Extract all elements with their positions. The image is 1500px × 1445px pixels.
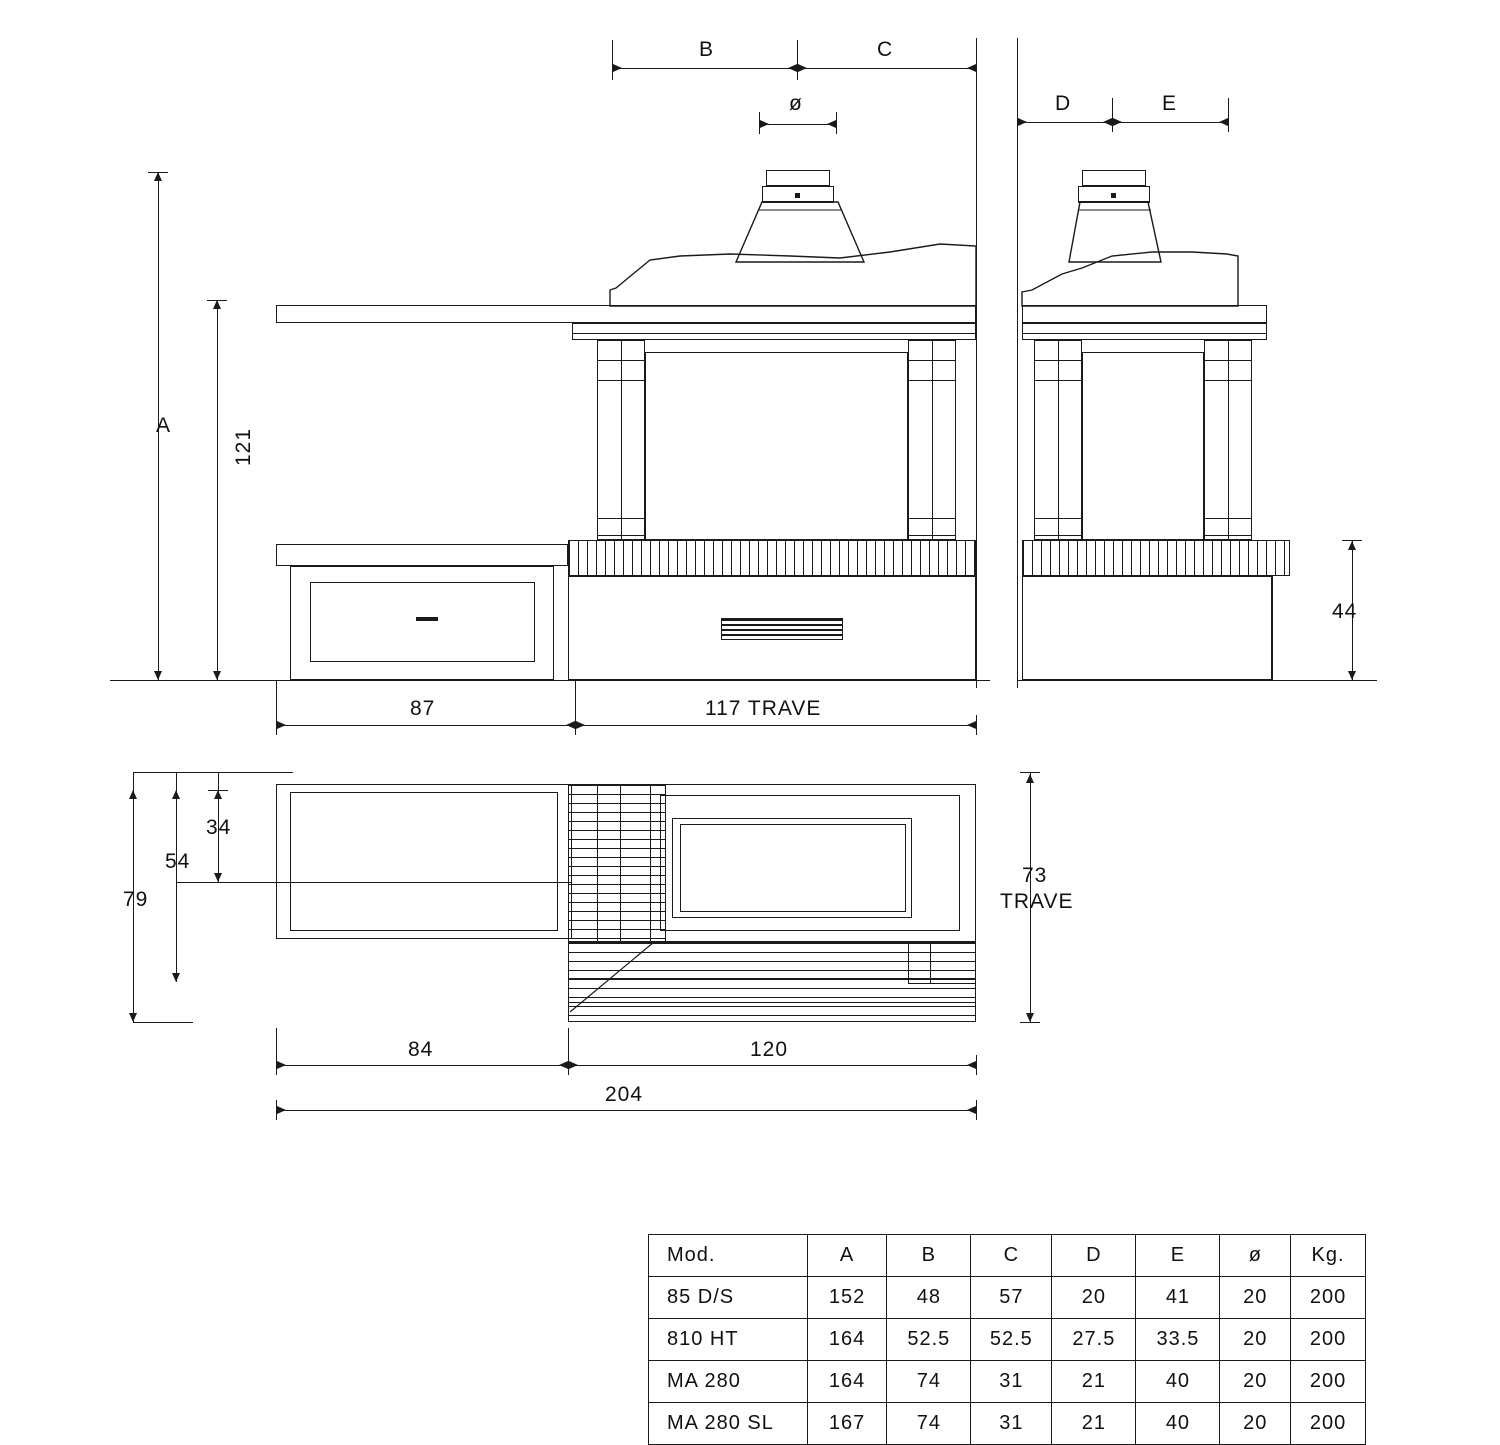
hearth-hatch-front — [569, 541, 975, 575]
tick-117-right — [976, 715, 977, 735]
tick-87-left — [276, 715, 277, 735]
hood-taper-side — [1068, 202, 1162, 264]
plan-hatch-div2 — [620, 784, 621, 942]
tick-204-right — [976, 1100, 977, 1120]
spec-cell-a: 152 — [807, 1277, 887, 1319]
spec-header-a: A — [807, 1235, 887, 1277]
spec-cell-a: 164 — [807, 1361, 887, 1403]
arrow-120-left — [569, 1061, 578, 1069]
tick-a-cap — [148, 172, 168, 173]
spec-cell-e: 33.5 — [1136, 1319, 1220, 1361]
arrow-73-top — [1026, 774, 1034, 783]
column-left-side-cap1 — [1034, 360, 1082, 361]
tick-120-right — [976, 1055, 977, 1075]
column-right-side-inner — [1228, 340, 1229, 540]
dim-label-73: 73 — [1022, 864, 1048, 887]
arrow-44-top — [1348, 541, 1356, 550]
flue-collar-front — [766, 170, 830, 186]
tick-204-left — [276, 1100, 277, 1120]
plan-guide-top — [133, 772, 293, 773]
mantel-shelf-under — [572, 323, 976, 340]
firebox-opening-front — [645, 352, 908, 540]
spec-cell-kg: 200 — [1291, 1361, 1366, 1403]
spec-cell-diameter: 20 — [1220, 1319, 1291, 1361]
dim-label-204: 204 — [605, 1083, 644, 1106]
dim-label-87: 87 — [410, 697, 436, 720]
arrow-120-right — [967, 1061, 976, 1069]
spec-cell-kg: 200 — [1291, 1319, 1366, 1361]
dim-label-d: D — [1055, 92, 1072, 115]
arrow-e-left — [1113, 118, 1122, 126]
dim-label-54: 54 — [165, 850, 191, 873]
dim-label-84: 84 — [408, 1038, 434, 1061]
dim-line-117 — [575, 725, 976, 726]
hearth-hatch-side — [1023, 541, 1289, 575]
spec-cell-diameter: 20 — [1220, 1277, 1291, 1319]
arrow-34-bottom — [214, 873, 222, 882]
base-edge-side — [1272, 576, 1273, 680]
spec-header-e: E — [1136, 1235, 1220, 1277]
ground-line-front — [110, 680, 990, 681]
drawer-handle-front — [416, 617, 438, 621]
spec-cell-mod: MA 280 SL — [649, 1403, 808, 1445]
arrow-87-left — [277, 721, 286, 729]
bench-top-front — [276, 544, 568, 566]
dim-label-120: 120 — [750, 1038, 789, 1061]
spec-cell-d: 20 — [1052, 1277, 1136, 1319]
arrow-b-right — [788, 64, 797, 72]
column-right-side-cap2 — [1204, 380, 1252, 381]
spec-cell-d: 21 — [1052, 1361, 1136, 1403]
dim-label-73-trave: TRAVE — [1000, 890, 1074, 913]
plan-hatch-div1 — [597, 784, 598, 942]
column-left-side-cap2 — [1034, 380, 1082, 381]
spec-cell-b: 74 — [887, 1403, 971, 1445]
dim-line-dia — [759, 124, 836, 125]
arrow-204-right — [967, 1106, 976, 1114]
dim-label-121: 121 — [232, 427, 255, 466]
column-right-side-base2 — [1204, 535, 1252, 536]
tick-c-right — [976, 58, 977, 78]
table-row — [649, 1361, 1366, 1403]
dim-label-diameter: ø — [789, 92, 803, 115]
arrow-54-bottom — [172, 973, 180, 982]
arrow-a-bottom — [154, 671, 162, 680]
flue-dot-front — [795, 193, 800, 198]
arrow-73-bottom — [1026, 1013, 1034, 1022]
tick-e-right — [1228, 112, 1229, 132]
spec-header-c: C — [971, 1235, 1052, 1277]
column-right-inner — [932, 340, 933, 540]
arrow-c-right — [967, 64, 976, 72]
tick-44-bottom — [1342, 680, 1362, 681]
mantel-shelf-side-line — [1022, 333, 1267, 334]
spec-cell-a: 164 — [807, 1319, 887, 1361]
plan-right-notch-edge — [930, 942, 931, 984]
flue-dot-side — [1111, 193, 1116, 198]
arrow-a-top — [154, 172, 162, 181]
dim-line-204 — [276, 1110, 976, 1111]
spec-cell-diameter: 20 — [1220, 1403, 1291, 1445]
column-left-inner — [621, 340, 622, 540]
flue-collar-side — [1082, 170, 1146, 186]
spec-cell-mod: 85 D/S — [649, 1277, 808, 1319]
spec-cell-d: 21 — [1052, 1403, 1136, 1445]
table-row — [649, 1403, 1366, 1445]
vent-grille-front — [721, 618, 843, 640]
spec-cell-b: 48 — [887, 1277, 971, 1319]
arrow-d-left — [1018, 118, 1027, 126]
arrow-84-left — [277, 1061, 286, 1069]
spec-cell-mod: MA 280 — [649, 1361, 808, 1403]
dim-label-34: 34 — [206, 816, 232, 839]
drawer-front — [310, 582, 535, 662]
dim-label-44: 44 — [1332, 600, 1358, 623]
spec-cell-e: 40 — [1136, 1361, 1220, 1403]
spec-cell-mod: 810 HT — [649, 1319, 808, 1361]
dim-label-117-trave: 117 TRAVE — [705, 697, 822, 720]
plan-bench-split — [200, 882, 572, 883]
mantel-shelf-side-under — [1022, 323, 1267, 340]
tick-84-left — [276, 1055, 277, 1075]
column-left-side-inner — [1058, 340, 1059, 540]
arrow-79-top — [129, 790, 137, 799]
spec-cell-d: 27.5 — [1052, 1319, 1136, 1361]
hood-taper-front — [735, 202, 865, 264]
plan-chamfer-line — [568, 942, 668, 1022]
dim-line-120 — [568, 1065, 976, 1066]
arrow-44-bottom — [1348, 671, 1356, 680]
firebox-opening-side — [1082, 352, 1204, 540]
arrow-117-right — [967, 721, 976, 729]
tick-121-cap — [207, 300, 227, 301]
table-row — [649, 1319, 1366, 1361]
arrow-dia-right — [827, 120, 836, 128]
spec-cell-diameter: 20 — [1220, 1361, 1291, 1403]
column-right-side-cap1 — [1204, 360, 1252, 361]
dim-line-de — [1017, 122, 1228, 123]
dim-label-c: C — [877, 38, 894, 61]
ext-line-dia-right — [836, 112, 837, 134]
dim-label-79: 79 — [123, 888, 149, 911]
arrow-d-right — [1103, 118, 1112, 126]
arrow-34-top — [214, 790, 222, 799]
arrow-121-bottom — [213, 671, 221, 680]
spec-cell-e: 40 — [1136, 1403, 1220, 1445]
column-left-side-base2 — [1034, 535, 1082, 536]
spec-cell-b: 74 — [887, 1361, 971, 1403]
spec-table-header-row — [649, 1235, 1366, 1277]
ground-line-side — [1017, 680, 1377, 681]
arrow-87-right — [566, 721, 575, 729]
arrow-79-bottom — [129, 1013, 137, 1022]
spec-cell-c: 31 — [971, 1361, 1052, 1403]
arrow-b-left — [613, 64, 622, 72]
dim-label-a: A — [156, 414, 172, 437]
ext-line-side-left — [1017, 38, 1018, 688]
column-right-side-base1 — [1204, 518, 1252, 519]
spec-cell-kg: 200 — [1291, 1277, 1366, 1319]
plan-guide-bot — [133, 1022, 193, 1023]
arrow-117-left — [576, 721, 585, 729]
spec-cell-e: 41 — [1136, 1277, 1220, 1319]
spec-cell-a: 167 — [807, 1403, 887, 1445]
ext-line-front-right — [976, 38, 977, 688]
spec-cell-c: 57 — [971, 1277, 1052, 1319]
spec-table — [648, 1234, 1366, 1445]
dim-line-84 — [276, 1065, 568, 1066]
mantel-shelf-line — [572, 333, 976, 334]
spec-header-diameter: ø — [1220, 1235, 1291, 1277]
table-row — [649, 1277, 1366, 1319]
spec-cell-c: 31 — [971, 1403, 1052, 1445]
tick-73-top — [1020, 772, 1040, 773]
dim-line-87 — [276, 725, 575, 726]
spec-header-kg: Kg. — [1291, 1235, 1366, 1277]
spec-header-mod: Mod. — [649, 1235, 808, 1277]
arrow-c-left — [798, 64, 807, 72]
arrow-54-top — [172, 790, 180, 799]
arrow-84-right — [559, 1061, 568, 1069]
dim-line-54 — [176, 790, 177, 982]
column-left-side-base1 — [1034, 518, 1082, 519]
dim-label-b: B — [699, 38, 715, 61]
arrow-dia-left — [760, 120, 769, 128]
spec-cell-kg: 200 — [1291, 1403, 1366, 1445]
plan-right-notch — [908, 942, 976, 984]
arrow-121-top — [213, 300, 221, 309]
dim-line-121 — [217, 300, 218, 680]
spec-header-d: D — [1052, 1235, 1136, 1277]
spec-cell-b: 52.5 — [887, 1319, 971, 1361]
tick-34-top — [208, 790, 228, 791]
plan-bench-inner — [290, 792, 558, 931]
spec-cell-c: 52.5 — [971, 1319, 1052, 1361]
spec-header-b: B — [887, 1235, 971, 1277]
base-block-side — [1022, 576, 1272, 680]
dim-label-e: E — [1162, 92, 1178, 115]
arrow-204-left — [277, 1106, 286, 1114]
arrow-e-right — [1219, 118, 1228, 126]
plan-firebox-inner2 — [680, 824, 906, 912]
tick-73-bot — [1020, 1022, 1040, 1023]
